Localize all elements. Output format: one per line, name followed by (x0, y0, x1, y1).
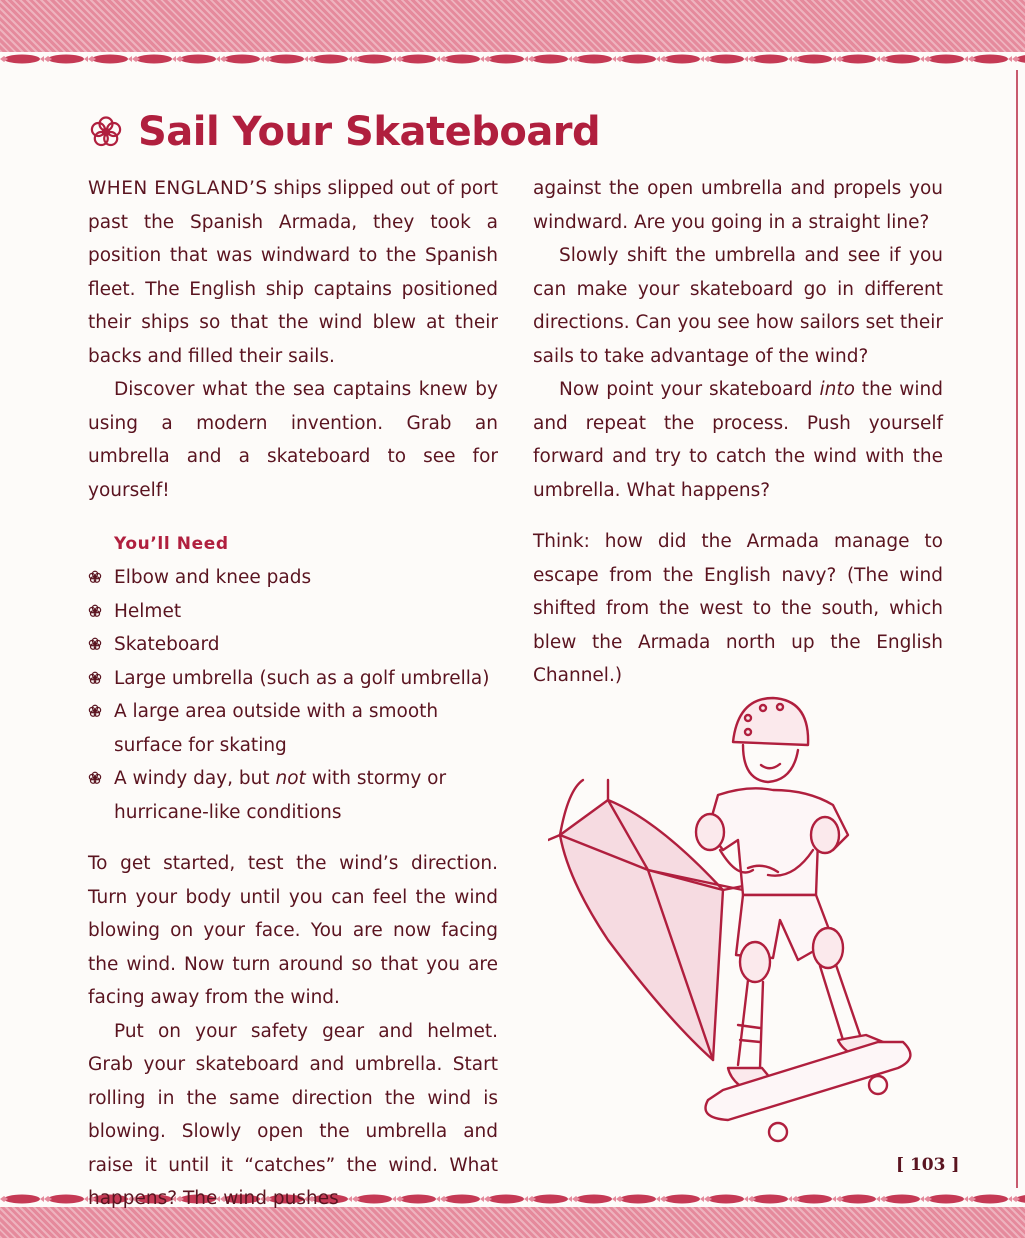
into-wind-paragraph (533, 373, 943, 507)
list-item (88, 561, 498, 595)
into-wind-pre: Now point your skateboard (559, 379, 820, 400)
list-item (88, 595, 498, 629)
flower-bullet-icon (88, 771, 102, 785)
safety-gear-paragraph: Put on your safety gear and helmet. Grab your skateboard and umbrella. Start rolling in the same direction the wind is blowing. Slowly open the umbrella and raise it until it “catches” the wind. What happens? The wind pushes (88, 1020, 498, 1209)
youll-need-heading: You’ll Need (114, 534, 229, 554)
flower-icon (88, 114, 124, 150)
top-decorative-band (0, 0, 1025, 52)
list-item-text: A large area outside with a smooth surface for skating (114, 701, 439, 756)
list-item-emphasis: not (275, 768, 306, 789)
supplies-list (88, 561, 498, 829)
continued-paragraph: against the open umbrella and propels you windward. Are you going in a straight line? (533, 178, 943, 233)
flower-bullet-icon (88, 604, 102, 618)
intro-paragraph (88, 172, 498, 373)
list-item-text: Skateboard (114, 634, 220, 655)
list-item-text: Helmet (114, 600, 182, 622)
list-item (88, 762, 498, 829)
intro-lead-caps: WHEN ENGLAND’S (88, 178, 268, 199)
right-column (533, 172, 943, 693)
flower-bullet-icon (88, 637, 102, 651)
top-band-border (0, 52, 1025, 70)
list-item-text: Large umbrella (such as a golf umbrella) (114, 667, 490, 689)
list-item-text: Elbow and knee pads (114, 567, 312, 588)
list-item-text-post: with stormy or hurricane-like conditions (114, 768, 447, 823)
into-wind-post: the wind and repeat the process. Push yourself forward and try to catch the wind with the umbrella. What happens? (533, 379, 943, 501)
into-wind-emphasis: into (819, 379, 855, 400)
page-number: [ 103 ] (896, 1155, 960, 1175)
get-started-paragraph: To get started, test the wind’s direction. Turn your body until you can feel the wind blowing on your face. You are now facing the wind. Now turn around so that you are facing away from the wind. (88, 853, 498, 1008)
think-paragraph: Think: how did the Armada manage to escape from the English navy? (The wind shifted from the west to the south, which blew the Armada north up the English Channel.) (533, 531, 943, 686)
page-edge-rule (1016, 70, 1018, 1188)
flower-bullet-icon (88, 671, 102, 685)
list-item-text-pre: A windy day, but (114, 768, 276, 789)
list-item (88, 662, 498, 696)
left-column (88, 172, 498, 1216)
skateboarder-umbrella-illustration (548, 690, 920, 1150)
intro-rest: ships slipped out of port past the Spanish Armada, they took a position that was windward to the Spanish fleet. The English ship captains positioned their ships so that the wind blew at their backs and filled their sails. (88, 178, 498, 367)
list-item (88, 695, 498, 762)
flower-bullet-icon (88, 704, 102, 718)
page-title (88, 104, 600, 160)
shift-umbrella-paragraph: Slowly shift the umbrella and see if you can make your skateboard go in different directions. Can you see how sailors set their sails to take advantage of the wind? (533, 245, 943, 367)
discover-paragraph: Discover what the sea captains knew by using a modern invention. Grab an umbrella and a skateboard to see for yourself! (88, 379, 498, 501)
list-item (88, 628, 498, 662)
title-text: Sail Your Skateboard (138, 109, 601, 155)
flower-bullet-icon (88, 570, 102, 584)
